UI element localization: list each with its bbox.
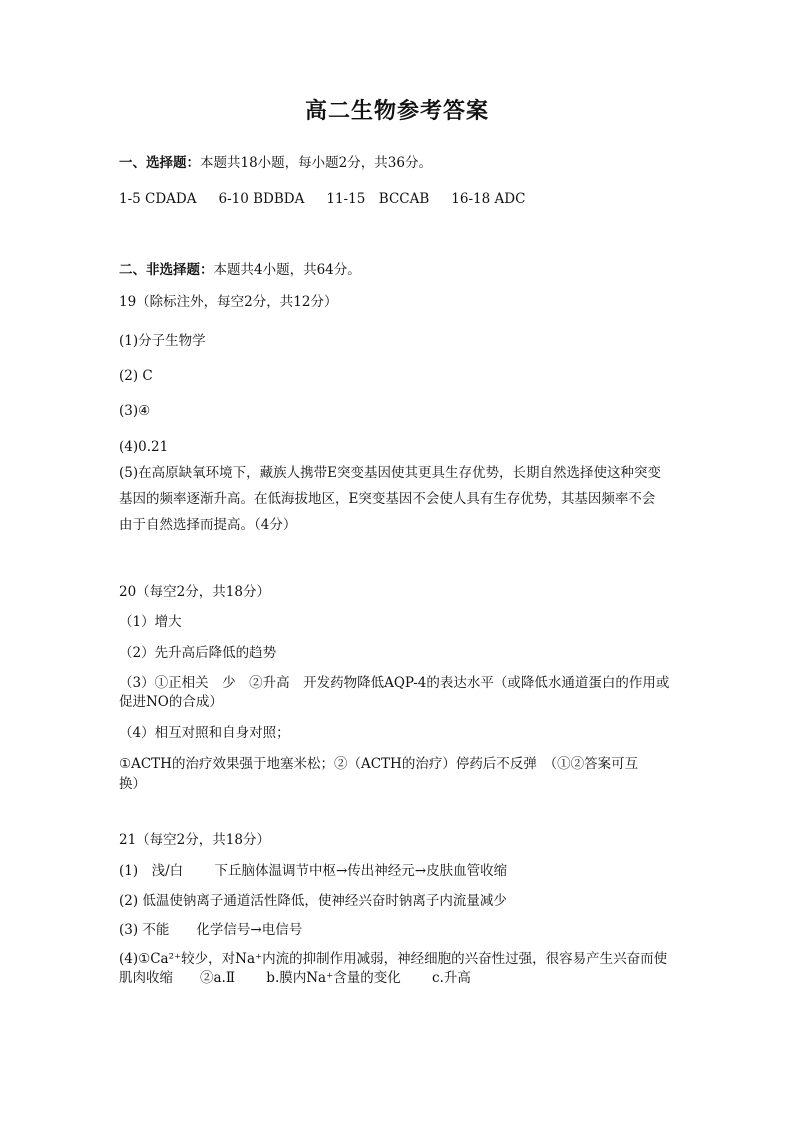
q20-header: 20（每空2分，共18分） [119, 584, 270, 600]
q19-answer-5-line2: 基因的频率逐渐升高。在低海拔地区，E突变基因不会使人具有生存优势，其基因频率不会 [119, 491, 656, 507]
q21-answer-3: (3) 不能 化学信号→电信号 [119, 922, 303, 938]
section1-answers [119, 188, 679, 211]
q19-header: 19（除标注外，每空2分，共12分） [119, 294, 338, 310]
answer-group: 11-15 BCCAB [326, 191, 430, 207]
answer-group: 16-18 ADC [451, 191, 526, 207]
q19-answer-3: (3)④ [119, 403, 151, 419]
q21-header: 21（每空2分，共18分） [119, 832, 270, 848]
section2-heading: 二、非选择题： [119, 262, 214, 278]
section2-line [119, 259, 679, 282]
section1-heading: 一、选择题： [119, 155, 200, 171]
q19-answer-5-line1: (5)在高原缺氧环境下，藏族人携带E突变基因使其更具生存优势，长期自然选择使这种突变 [119, 465, 661, 481]
q19-answer-2: (2) C [119, 368, 153, 384]
page-title: 高二生物参考答案 [304, 99, 489, 124]
q21-answer-4-line1: (4)①Ca²⁺较少，对Na⁺内流的抑制作用减弱，神经细胞的兴奋性过强，很容易产生兴奋而使 [119, 951, 668, 967]
q20-answer-2: （2）先升高后降低的趋势 [119, 645, 277, 661]
section1-line [119, 152, 679, 175]
q21-answer-4-line2: 肌肉收缩 ②a.Ⅱ b.膜内Na⁺含量的变化 c.升高 [119, 970, 471, 986]
q20-answer-3-line1: （3）①正相关 少 ②升高 开发药物降低AQP-4的表达水平（或降低水通道蛋白的作用或 [119, 675, 670, 691]
answer-group: 6-10 BDBDA [218, 191, 305, 207]
q20-answer-4: （4）相互对照和自身对照； [119, 725, 290, 741]
q21-answer-1: (1) 浅/白 下丘脑体温调节中枢→传出神经元→皮肤血管收缩 [119, 863, 508, 879]
q20-answer-5-line2: 换） [119, 776, 146, 792]
section1-desc: 本题共18小题，每小题2分，共36分。 [200, 155, 432, 171]
q21-answer-2: (2) 低温使钠离子通道活性降低，使神经兴奋时钠离子内流量减少 [119, 893, 507, 909]
q19-answer-4: (4)0.21 [119, 439, 169, 455]
q20-answer-1: （1）增大 [119, 614, 182, 630]
q19-answer-5-line3: 由于自然选择而提高。（4分） [119, 517, 297, 533]
answer-group: 1-5 CDADA [119, 191, 197, 207]
q20-answer-3-line2: 促进NO的合成） [119, 694, 223, 710]
q20-answer-5-line1: ①ACTH的治疗效果强于地塞米松；②（ACTH的治疗）停药后不反弹 （①②答案可互 [119, 756, 639, 772]
section2-desc: 本题共4小题，共64分。 [213, 262, 361, 278]
q19-answer-1: (1)分子生物学 [119, 333, 206, 349]
